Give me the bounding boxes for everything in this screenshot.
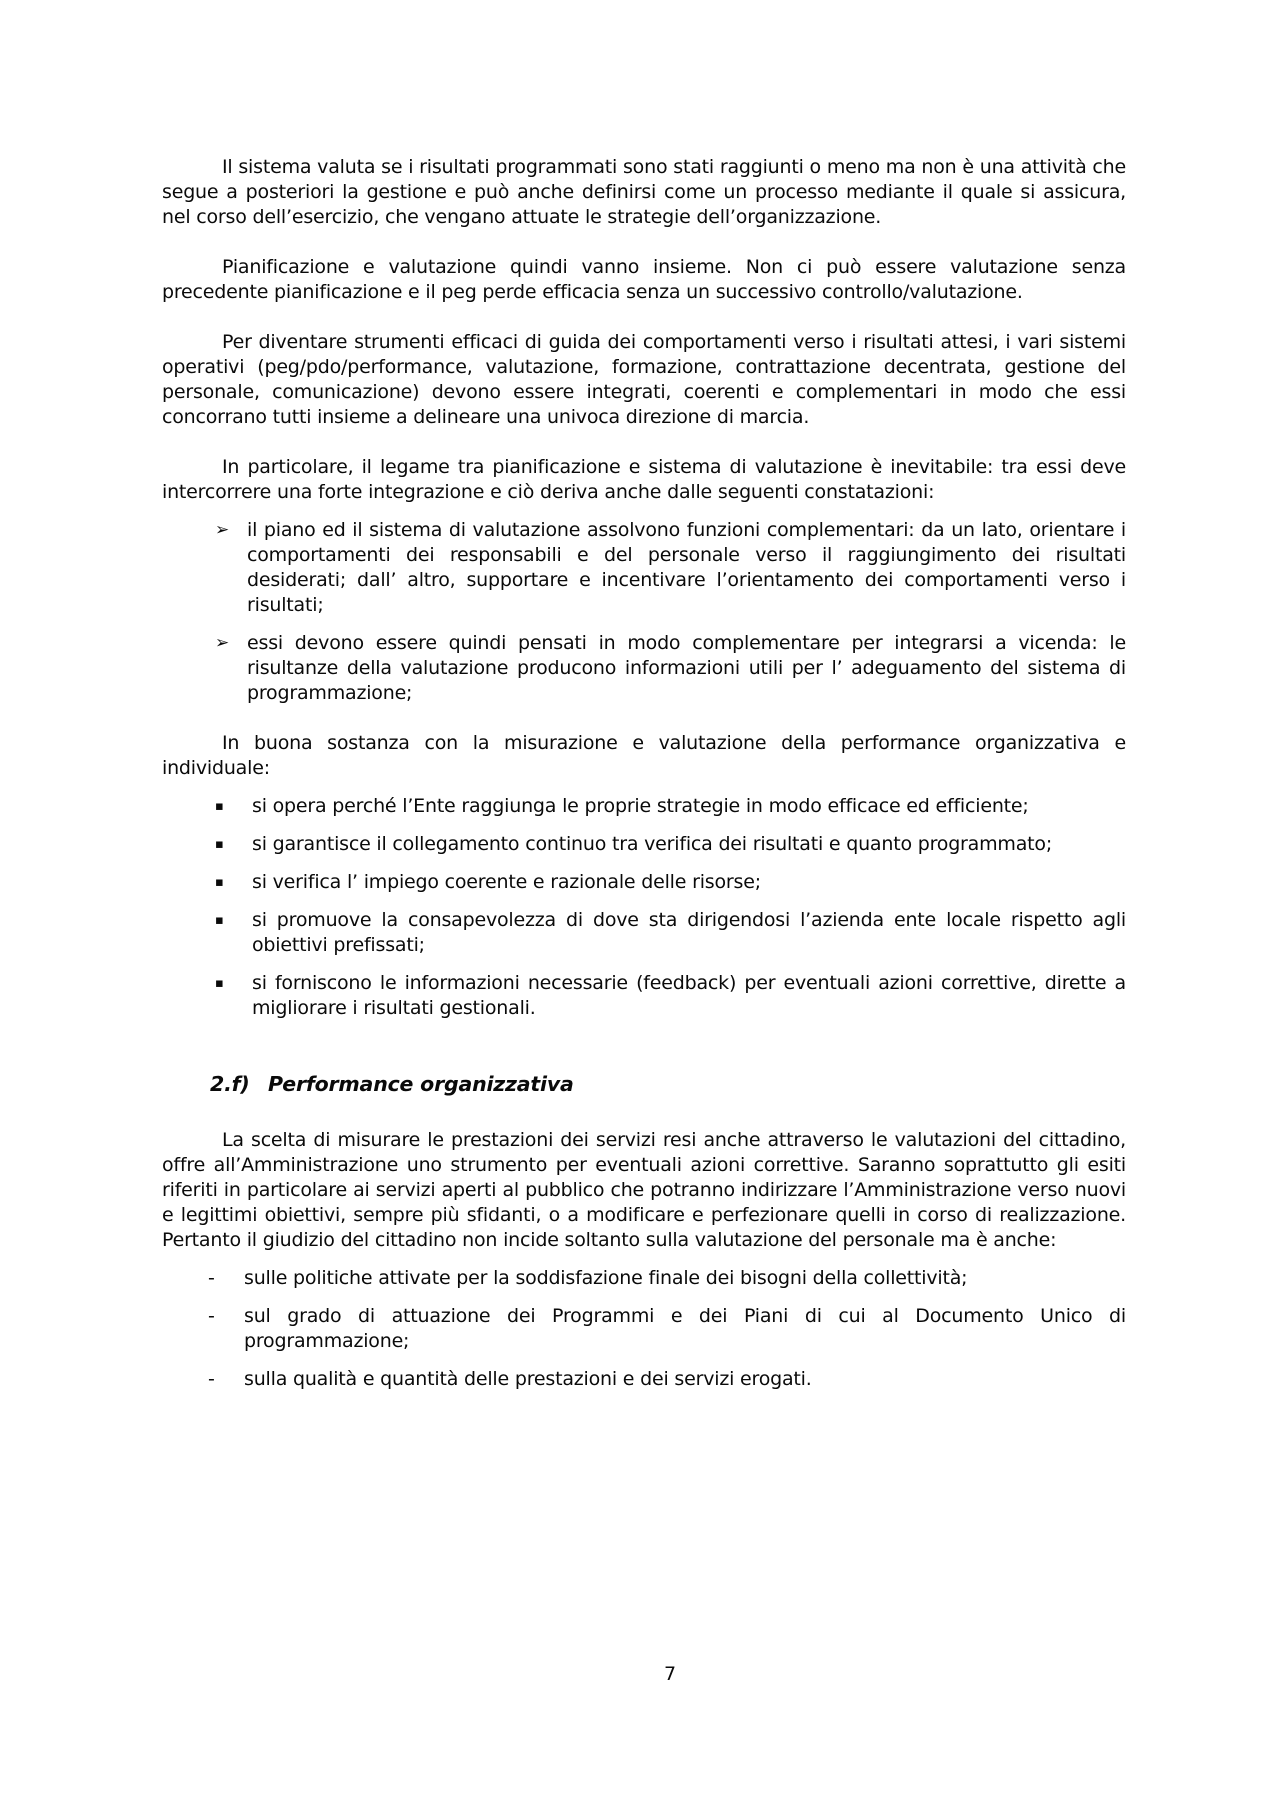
list-item-text: si opera perché l’Ente raggiunga le proprie strategie in modo efficace ed efficiente; (252, 795, 1029, 817)
list-item-text: sulle politiche attivate per la soddisfazione finale dei bisogni della collettività; (244, 1267, 968, 1289)
paragraph-per-diventare: Per diventare strumenti efficaci di guida dei comportamenti verso i risultati attesi, i vari sistemi operativi (peg/pdo/performance, valutazione, formazione, contrattazione decentrata, gestione del personale, comunicazione) devono essere integrati, coerenti e complementari in modo che essi concorrano tutti insieme a delineare una univoca direzione di marcia. (162, 331, 1126, 428)
list-item (162, 1304, 1126, 1354)
list-item (162, 631, 1126, 706)
list-item (162, 832, 1126, 857)
dash-bullet-icon: - (208, 1305, 215, 1327)
list-item-text: si forniscono le informazioni necessarie (feedback) per eventuali azioni correttive, dirette a migliorare i risultati gestionali. (252, 972, 1126, 1019)
paragraph-pianificazione: Pianificazione e valutazione quindi vanno insieme. Non ci può essere valutazione senza precedente pianificazione e il peg perde efficacia senza un successivo controllo/valutazione. (162, 256, 1126, 303)
square-bullet-icon: ▪ (215, 913, 224, 928)
square-bullet-list (162, 794, 1126, 1021)
paragraph-la-scelta: La scelta di misurare le prestazioni dei servizi resi anche attraverso le valutazioni del cittadino, offre all’Amministrazione uno strumento per eventuali azioni correttive. Saranno soprattutto gli esiti riferiti in particolare ai servizi aperti al pubblico che potranno indirizzare l’Amministrazione verso nuovi e legittimi obiettivi, sempre più sfidanti, o a modificare e perfezionare quelli in corso di realizzazione. Pertanto il giudizio del cittadino non incide soltanto sulla valutazione del personale ma è anche: (162, 1129, 1126, 1251)
arrow-bullet-icon: ➢ (215, 520, 230, 540)
square-bullet-icon: ▪ (215, 799, 224, 814)
section-heading (210, 1071, 1126, 1098)
dash-bullet-list (162, 1266, 1126, 1392)
paragraph-in-particolare: In particolare, il legame tra pianificazione e sistema di valutazione è inevitabile: tra essi deve intercorrere una forte integrazione e ciò deriva anche dalle seguenti constatazioni: (162, 456, 1126, 503)
dash-bullet-icon: - (208, 1267, 215, 1289)
list-item (162, 908, 1126, 958)
arrow-bullet-icon: ➢ (215, 633, 230, 653)
list-item (162, 870, 1126, 895)
square-bullet-icon: ▪ (215, 875, 224, 890)
list-item-text: si promuove la consapevolezza di dove sta dirigendosi l’azienda ente locale rispetto agli obiettivi prefissati; (252, 909, 1126, 956)
paragraph-il-sistema: Il sistema valuta se i risultati programmati sono stati raggiunti o meno ma non è una attività che segue a posteriori la gestione e può anche definirsi come un processo mediante il quale si assicura, nel corso dell’esercizio, che vengano attuate le strategie dell’organizzazione. (162, 156, 1126, 228)
list-item (162, 1266, 1126, 1291)
list-item (162, 794, 1126, 819)
list-item-text: essi devono essere quindi pensati in modo complementare per integrarsi a vicenda: le risultanze della valutazione producono informazioni utili per l’ adeguamento del sistema di programmazione; (247, 632, 1126, 704)
list-item (162, 971, 1126, 1021)
list-item-text: il piano ed il sistema di valutazione assolvono funzioni complementari: da un lato, orientare i comportamenti dei responsabili e del personale verso il raggiungimento dei risultati desiderati; dall’ altro, supportare e incentivare l’orientamento dei comportamenti verso i risultati; (247, 519, 1126, 616)
square-bullet-icon: ▪ (215, 837, 224, 852)
section-heading-number: 2.f) (210, 1072, 250, 1096)
list-item (162, 1367, 1126, 1392)
page-content (162, 155, 1126, 1405)
list-item-text: sulla qualità e quantità delle prestazioni e dei servizi erogati. (244, 1368, 812, 1390)
dash-bullet-icon: - (208, 1368, 215, 1390)
list-item-text: sul grado di attuazione dei Programmi e dei Piani di cui al Documento Unico di programmazione; (244, 1305, 1126, 1352)
page-number: 7 (663, 1663, 677, 1685)
list-item (162, 518, 1126, 618)
paragraph-in-buona-sostanza: In buona sostanza con la misurazione e valutazione della performance organizzativa e individuale: (162, 732, 1126, 779)
list-item-text: si verifica l’ impiego coerente e razionale delle risorse; (252, 871, 761, 893)
section-heading-title: Performance organizzativa (268, 1072, 574, 1096)
list-item-text: si garantisce il collegamento continuo tra verifica dei risultati e quanto programmato; (252, 833, 1053, 855)
arrow-bullet-list (162, 518, 1126, 706)
square-bullet-icon: ▪ (215, 976, 224, 991)
